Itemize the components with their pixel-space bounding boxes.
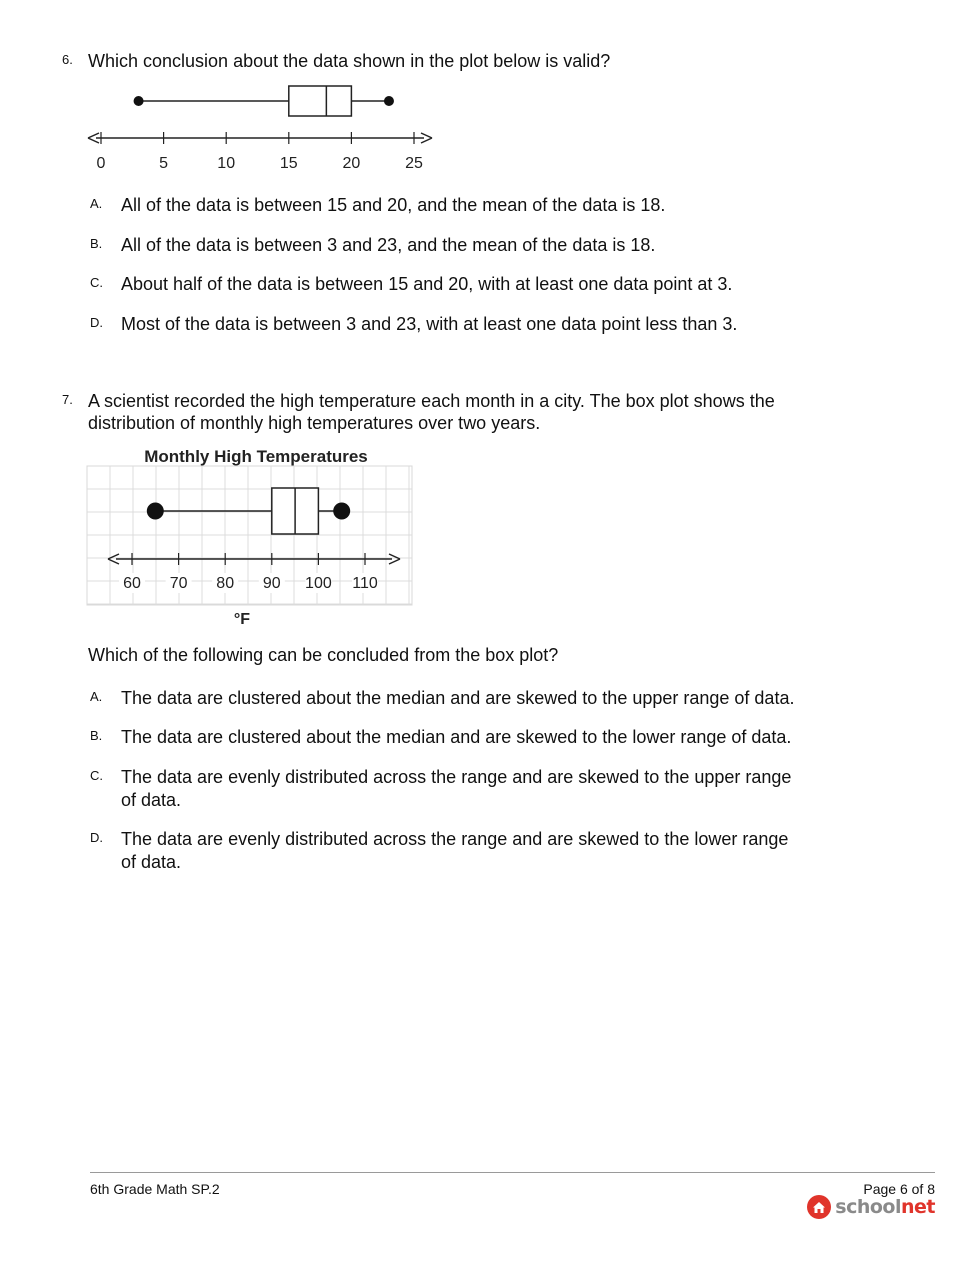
schoolnet-logo	[807, 1195, 935, 1219]
q7-option-b[interactable]: The data are clustered about the median and are skewed to the lower range of data.	[121, 727, 792, 747]
tick-label: 25	[405, 155, 423, 172]
logo-text-school: school	[835, 1196, 901, 1218]
house-icon	[807, 1195, 831, 1219]
question-6-number: 6.	[62, 52, 73, 67]
q7-option-a-letter: A.	[90, 689, 103, 704]
tick-label: 10	[217, 155, 236, 172]
chart-title: Monthly High Temperatures	[144, 447, 368, 466]
question-6-prompt: Which conclusion about the data shown in the plot below is valid?	[88, 51, 611, 71]
q6-option-d[interactable]: Most of the data is between 3 and 23, with at least one data point less than 3.	[121, 314, 738, 334]
q6-option-b[interactable]: All of the data is between 3 and 23, and the mean of the data is 18.	[121, 235, 656, 255]
q7-option-d-letter: D.	[90, 830, 103, 845]
logo-text-net: net	[901, 1196, 935, 1218]
footer-page-number: Page 6 of 8	[863, 1181, 935, 1197]
q7-option-d-line1[interactable]: The data are evenly distributed across the range and are skewed to the lower range	[121, 829, 789, 849]
q7-option-b-letter: B.	[90, 728, 103, 743]
tick-label: 70	[169, 575, 188, 592]
tick-label: 5	[159, 155, 169, 172]
footer-course: 6th Grade Math SP.2	[90, 1181, 220, 1197]
question-7-prompt-line2: distribution of monthly high temperatures over two years.	[88, 413, 541, 433]
min-point	[134, 96, 144, 106]
min-point	[147, 503, 164, 520]
quartile-box	[289, 86, 352, 116]
tick-label: 0	[96, 155, 106, 172]
q6-option-a-letter: A.	[90, 196, 103, 211]
x-axis-label: °F	[233, 611, 251, 628]
tick-label: 15	[279, 155, 298, 172]
box-plot-q7	[86, 442, 416, 632]
q6-option-b-letter: B.	[90, 236, 103, 251]
max-point	[333, 503, 350, 520]
q6-option-c[interactable]: About half of the data is between 15 and 20, with at least one data point at 3.	[121, 274, 733, 294]
tick-label: 100	[305, 575, 332, 592]
q6-option-d-letter: D.	[90, 315, 103, 330]
q7-option-c-line1[interactable]: The data are evenly distributed across the range and are skewed to the upper range	[121, 767, 792, 787]
box-plot-q6	[80, 82, 440, 182]
q7-option-c-line2[interactable]: of data.	[121, 790, 182, 810]
question-7-followup: Which of the following can be concluded from the box plot?	[88, 645, 559, 665]
tick-label: 110	[352, 575, 378, 592]
q7-option-c-letter: C.	[90, 768, 103, 783]
max-point	[384, 96, 394, 106]
tick-label: 20	[342, 155, 361, 172]
tick-label: 60	[123, 575, 141, 592]
q7-option-a[interactable]: The data are clustered about the median and are skewed to the upper range of data.	[121, 688, 795, 708]
q6-option-a[interactable]: All of the data is between 15 and 20, and the mean of the data is 18.	[121, 195, 666, 215]
question-7-number: 7.	[62, 392, 73, 407]
tick-label: 80	[216, 575, 235, 592]
tick-label: 90	[262, 575, 281, 592]
footer-divider	[90, 1172, 935, 1173]
q7-option-d-line2[interactable]: of data.	[121, 852, 182, 872]
question-7-prompt-line1: A scientist recorded the high temperature each month in a city. The box plot shows the	[88, 391, 775, 411]
q6-option-c-letter: C.	[90, 275, 103, 290]
